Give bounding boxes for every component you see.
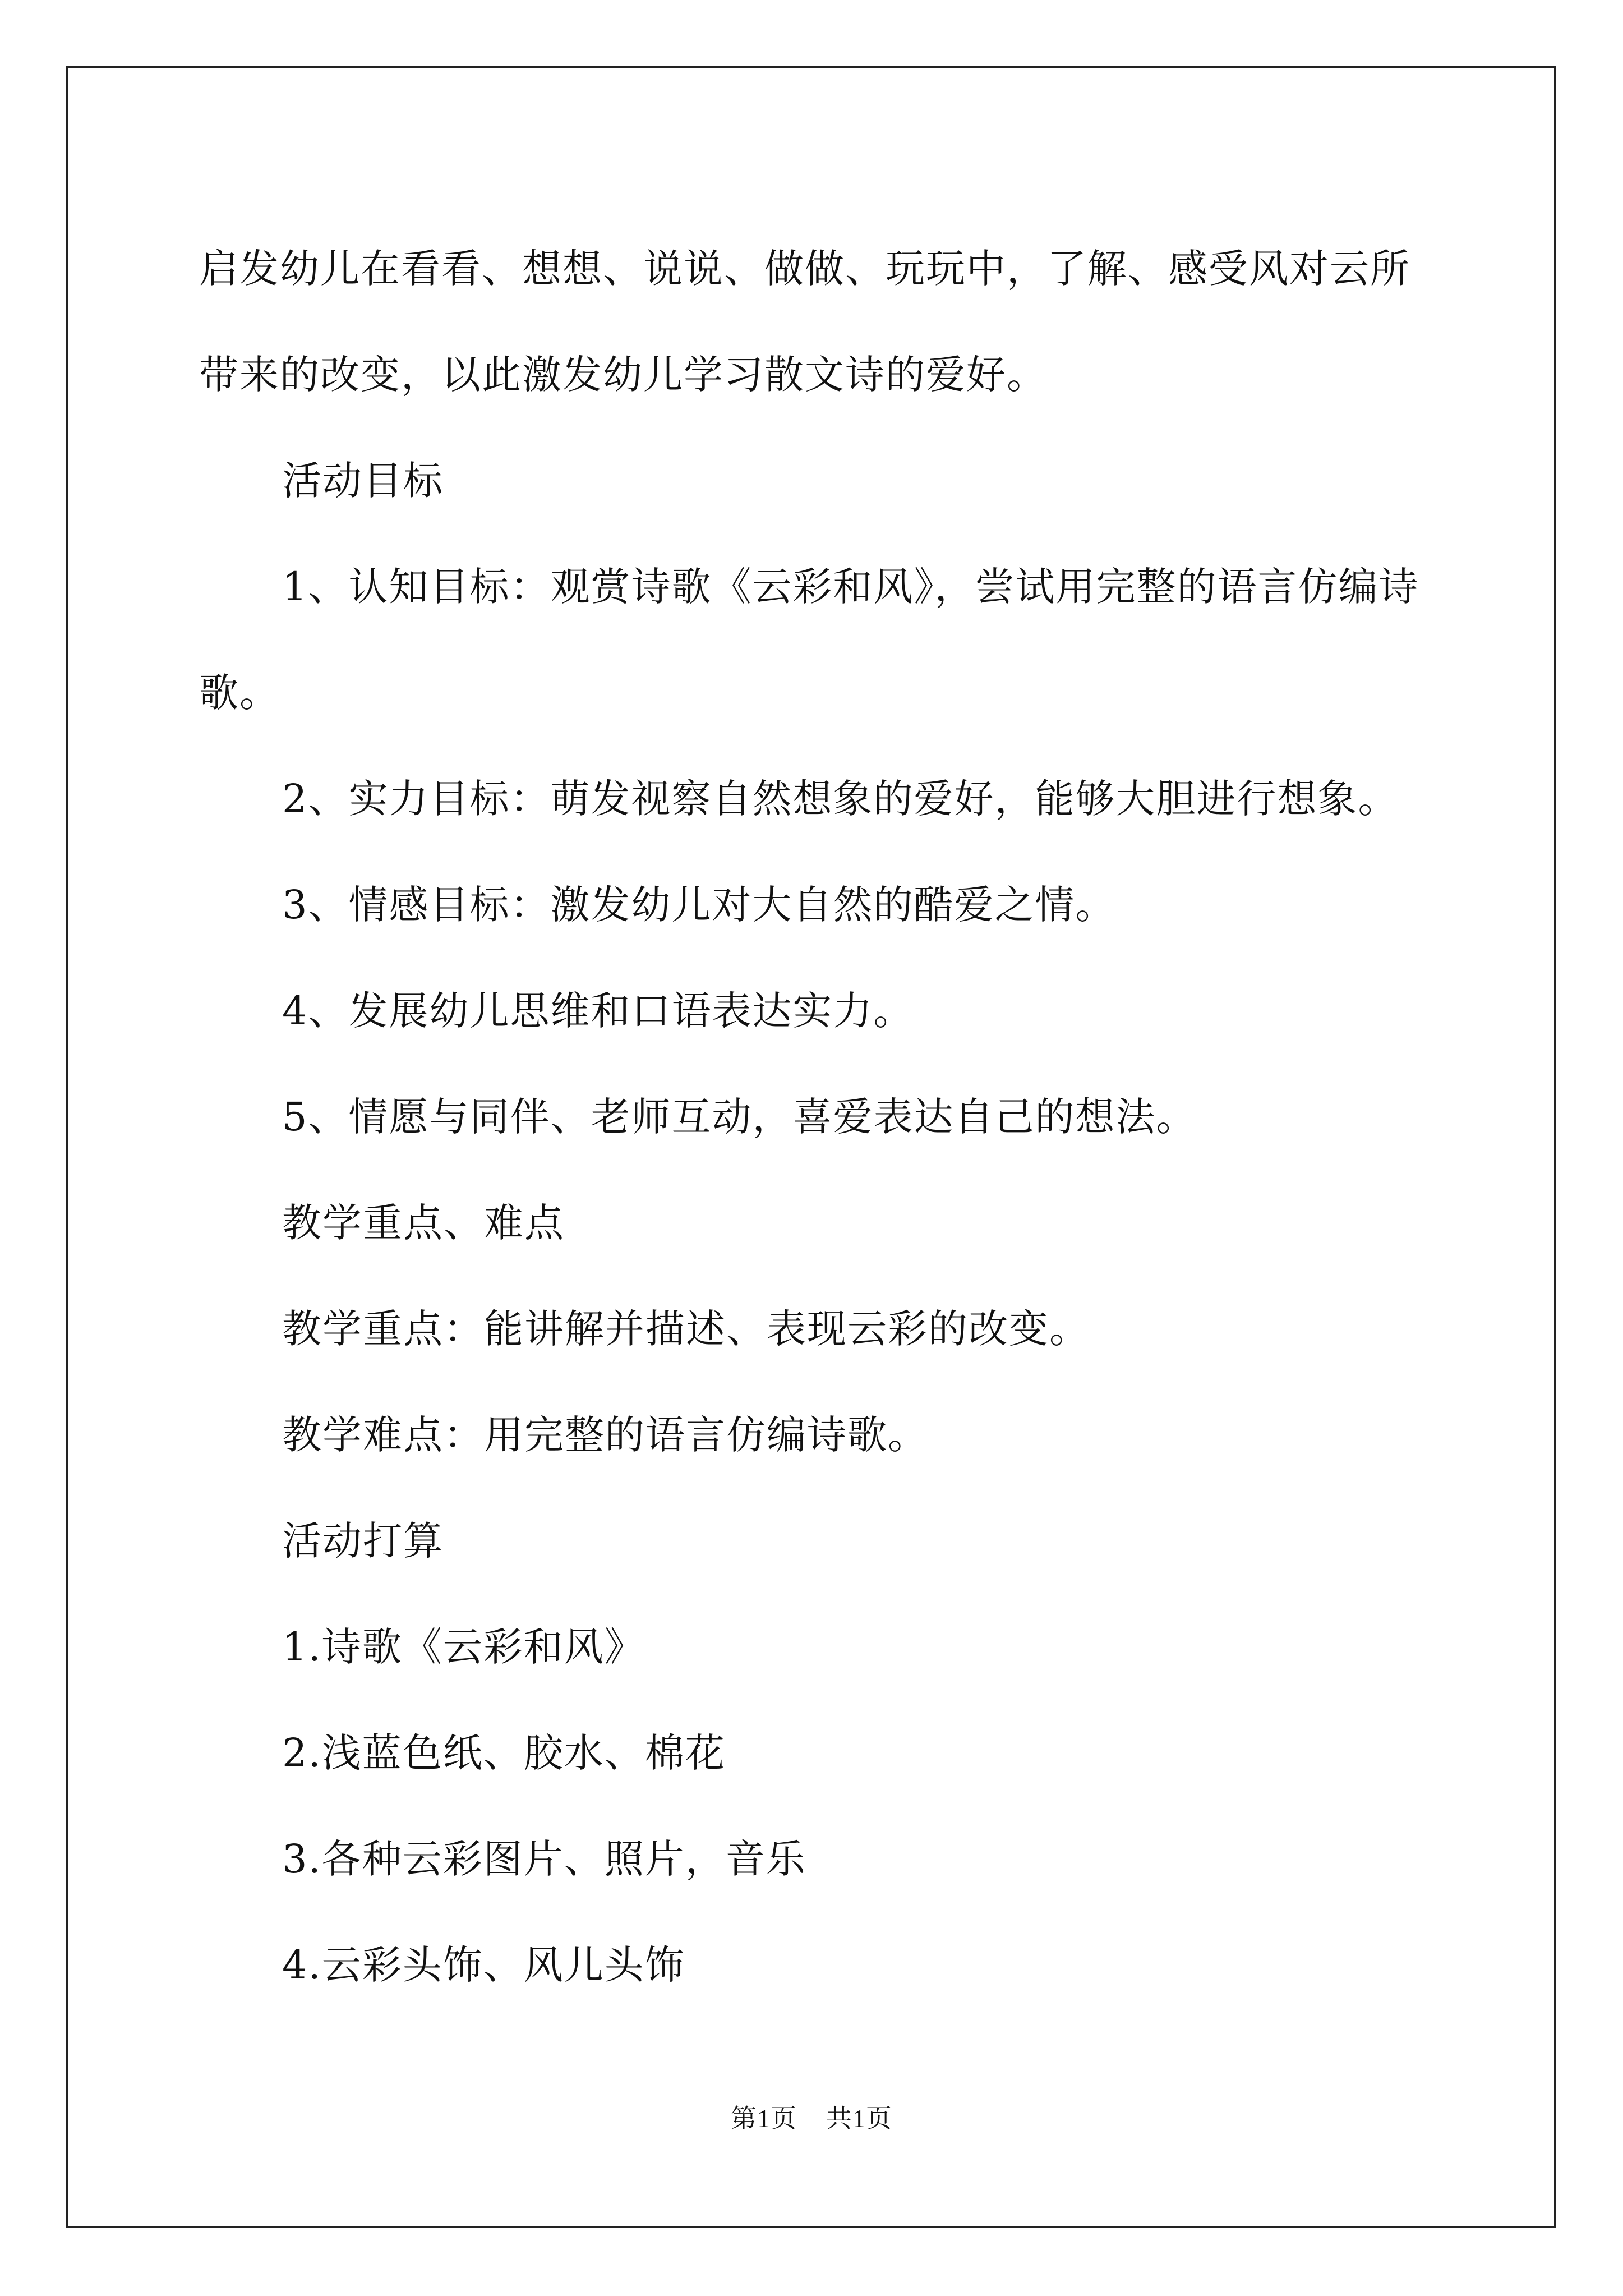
- paragraph: 歌。: [199, 670, 280, 716]
- list-item: 1、认知目标：观赏诗歌《云彩和风》，尝试用完整的语言仿编诗: [282, 564, 1419, 610]
- document-body: [199, 216, 1444, 2018]
- paragraph: 启发幼儿在看看、想想、说说、做做、玩玩中，了解、感受风对云所: [199, 246, 1410, 292]
- section-heading-activity-prep: 活动打算: [282, 1518, 444, 1564]
- paragraph: 教学重点：能讲解并描述、表现云彩的改变。: [282, 1306, 1090, 1352]
- paragraph: 教学难点：用完整的语言仿编诗歌。: [282, 1412, 928, 1458]
- list-item: 3.各种云彩图片、照片，音乐: [282, 1836, 806, 1882]
- list-item: 5、情愿与同伴、老师互动，喜爱表达自己的想法。: [282, 1094, 1197, 1140]
- section-heading-activity-goals: 活动目标: [282, 458, 444, 504]
- section-heading-key-points: 教学重点、难点: [282, 1200, 565, 1246]
- list-item: 3、情感目标：激发幼儿对大自然的酷爱之情。: [282, 882, 1116, 928]
- page-total: 共1页: [826, 2104, 892, 2133]
- paragraph: 带来的改变，以此激发幼儿学习散文诗的爱好。: [199, 352, 1047, 398]
- page-footer: [0, 2098, 1623, 2135]
- list-item: 4.云彩头饰、风儿头饰: [282, 1942, 685, 1988]
- list-item: 4、发展幼儿思维和口语表达实力。: [282, 988, 914, 1034]
- page-number: 第1页: [731, 2104, 797, 2133]
- list-item: 2、实力目标：萌发视察自然想象的爱好，能够大胆进行想象。: [282, 776, 1399, 822]
- list-item: 1.诗歌《云彩和风》: [282, 1624, 645, 1670]
- list-item: 2.浅蓝色纸、胶水、棉花: [282, 1730, 726, 1776]
